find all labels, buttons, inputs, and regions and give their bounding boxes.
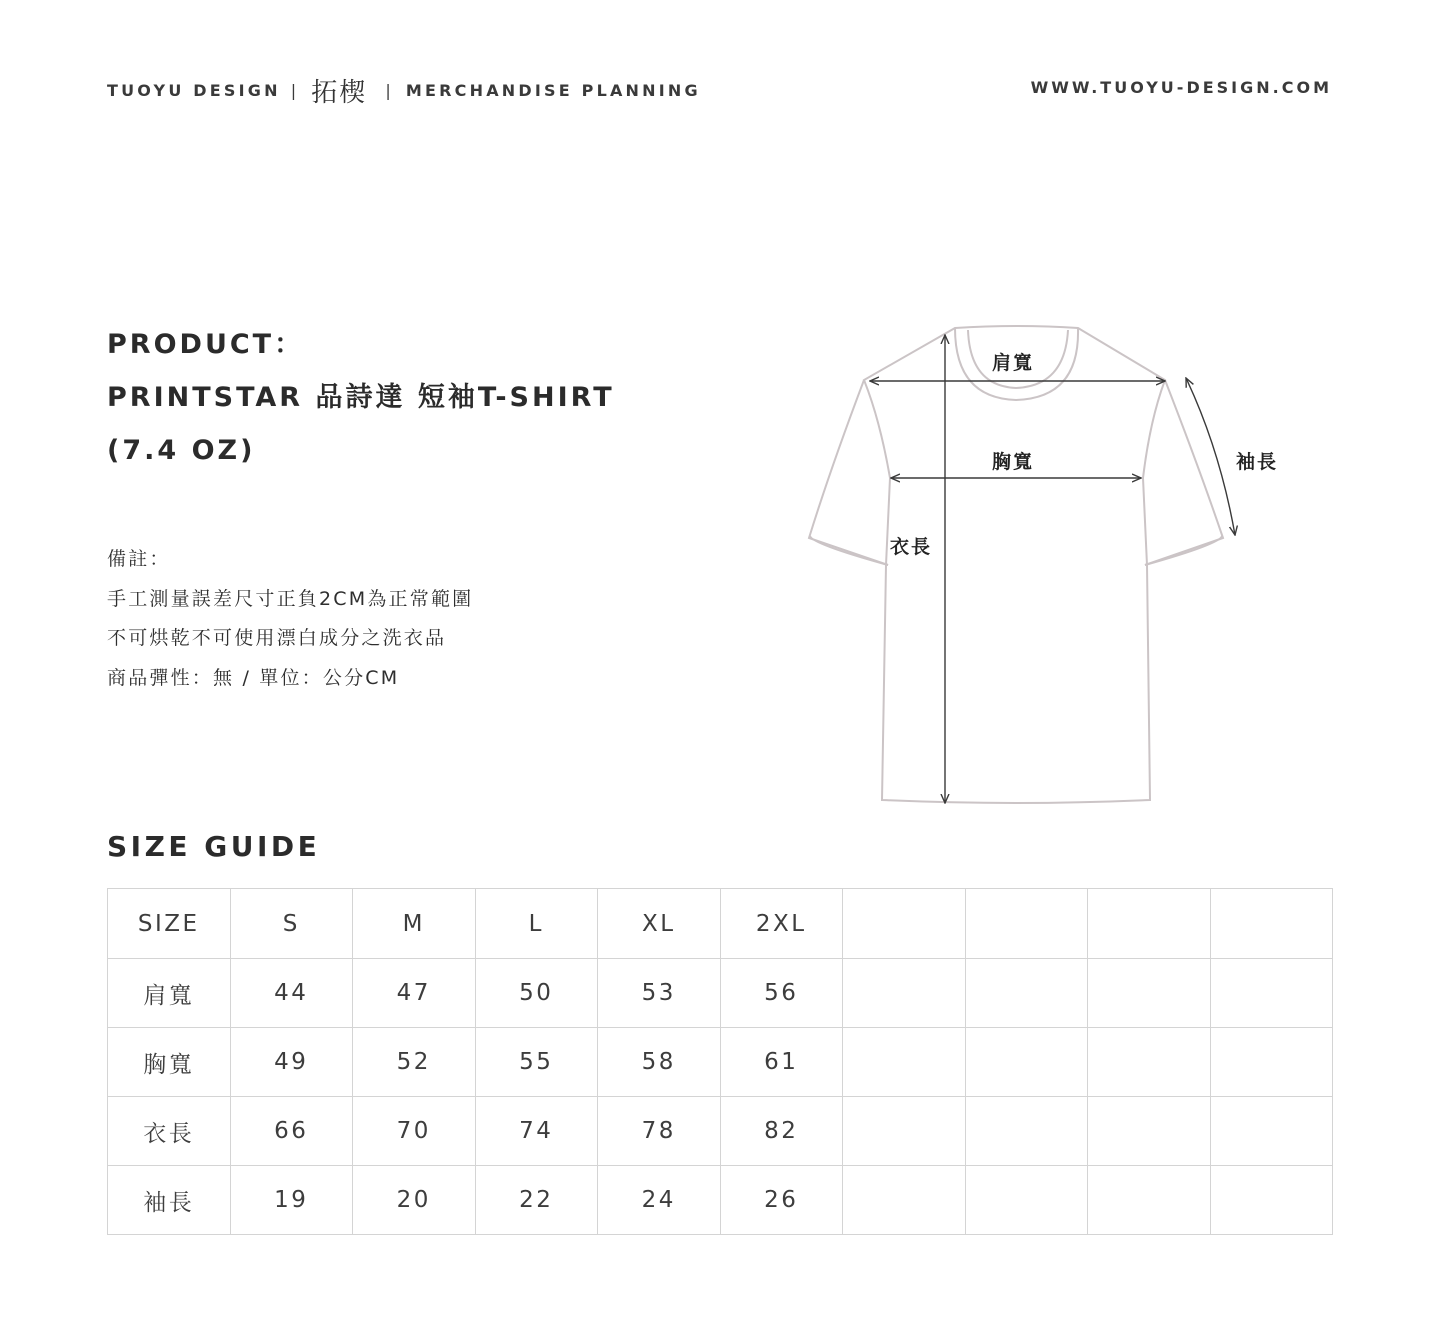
table-cell: [1088, 1166, 1211, 1235]
table-cell: [843, 959, 966, 1028]
header-cell: M: [353, 889, 476, 959]
row-label-cell: 袖長: [108, 1166, 231, 1235]
table-cell: 70: [353, 1097, 476, 1166]
tshirt-outline: [780, 300, 1340, 820]
header-cell: [843, 889, 966, 959]
note-line: 商品彈性：無 / 單位：公分CM: [107, 666, 400, 689]
table-cell: 52: [353, 1028, 476, 1097]
table-cell: 55: [475, 1028, 598, 1097]
shoulder-width-label: 肩寬: [992, 352, 1035, 374]
row-label-cell: 胸寬: [108, 1028, 231, 1097]
header-cell: [1088, 889, 1211, 959]
header-cell: 2XL: [720, 889, 843, 959]
table-cell: [1210, 1097, 1333, 1166]
size-table: [107, 888, 1333, 1235]
table-row: [108, 1166, 1333, 1235]
table-cell: [1210, 959, 1333, 1028]
table-cell: 19: [230, 1166, 353, 1235]
note-line: 手工測量誤差尺寸正負2CM為正常範圍: [107, 587, 474, 610]
table-cell: [843, 1097, 966, 1166]
header-cell: [965, 889, 1088, 959]
table-cell: [965, 959, 1088, 1028]
header-cell: [1210, 889, 1333, 959]
header-cell: XL: [598, 889, 721, 959]
table-cell: [1088, 1097, 1211, 1166]
table-cell: 22: [475, 1166, 598, 1235]
brand-tagline: MERCHANDISE PLANNING: [405, 80, 701, 100]
size-guide-title: SIZE GUIDE: [107, 830, 321, 863]
table-cell: 66: [230, 1097, 353, 1166]
table-cell: 20: [353, 1166, 476, 1235]
table-cell: 49: [230, 1028, 353, 1097]
brand-separator: |: [290, 80, 300, 100]
table-cell: 24: [598, 1166, 721, 1235]
table-cell: [965, 1028, 1088, 1097]
table-row: [108, 1028, 1333, 1097]
product-info: [107, 318, 615, 477]
table-cell: [1088, 959, 1211, 1028]
brand-separator: |: [385, 80, 394, 100]
table-cell: [1088, 1028, 1211, 1097]
row-label-cell: 衣長: [108, 1097, 231, 1166]
header-bar: [0, 0, 1440, 120]
header-cell: S: [230, 889, 353, 959]
table-row: [108, 1097, 1333, 1166]
header-cell: SIZE: [108, 889, 231, 959]
note-line: 不可烘乾不可使用漂白成分之洗衣品: [107, 627, 447, 649]
table-cell: 56: [720, 959, 843, 1028]
brand-name: TUOYU DESIGN: [107, 80, 281, 100]
table-cell: 53: [598, 959, 721, 1028]
website-link[interactable]: WWW.TUOYU-DESIGN.COM: [1030, 78, 1332, 97]
table-cell: 58: [598, 1028, 721, 1097]
table-cell: [965, 1097, 1088, 1166]
product-notes: [107, 540, 473, 698]
product-label: PRODUCT：: [107, 329, 305, 360]
product-weight: (7.4 OZ): [107, 435, 256, 466]
tshirt-diagram: [780, 300, 1340, 820]
product-name: PRINTSTAR 品詩達 短袖T-SHIRT: [107, 382, 615, 413]
table-cell: 26: [720, 1166, 843, 1235]
table-header-row: [108, 889, 1333, 959]
table-cell: 50: [475, 959, 598, 1028]
chest-width-label: 胸寬: [992, 451, 1035, 473]
table-cell: 82: [720, 1097, 843, 1166]
table-cell: [843, 1166, 966, 1235]
table-cell: [843, 1028, 966, 1097]
header-cell: L: [475, 889, 598, 959]
table-cell: 78: [598, 1097, 721, 1166]
table-cell: 74: [475, 1097, 598, 1166]
brand-group: [107, 76, 701, 108]
table-cell: 61: [720, 1028, 843, 1097]
table-cell: 44: [230, 959, 353, 1028]
table-cell: 47: [353, 959, 476, 1028]
table-cell: [1210, 1166, 1333, 1235]
body-length-label: 衣長: [890, 536, 933, 558]
sleeve-length-label: 袖長: [1236, 451, 1279, 473]
table-cell: [1210, 1028, 1333, 1097]
notes-title: 備註：: [107, 548, 171, 570]
table-cell: [965, 1166, 1088, 1235]
row-label-cell: 肩寬: [108, 959, 231, 1028]
brand-logo: 拓楔: [311, 77, 368, 108]
table-row: [108, 959, 1333, 1028]
